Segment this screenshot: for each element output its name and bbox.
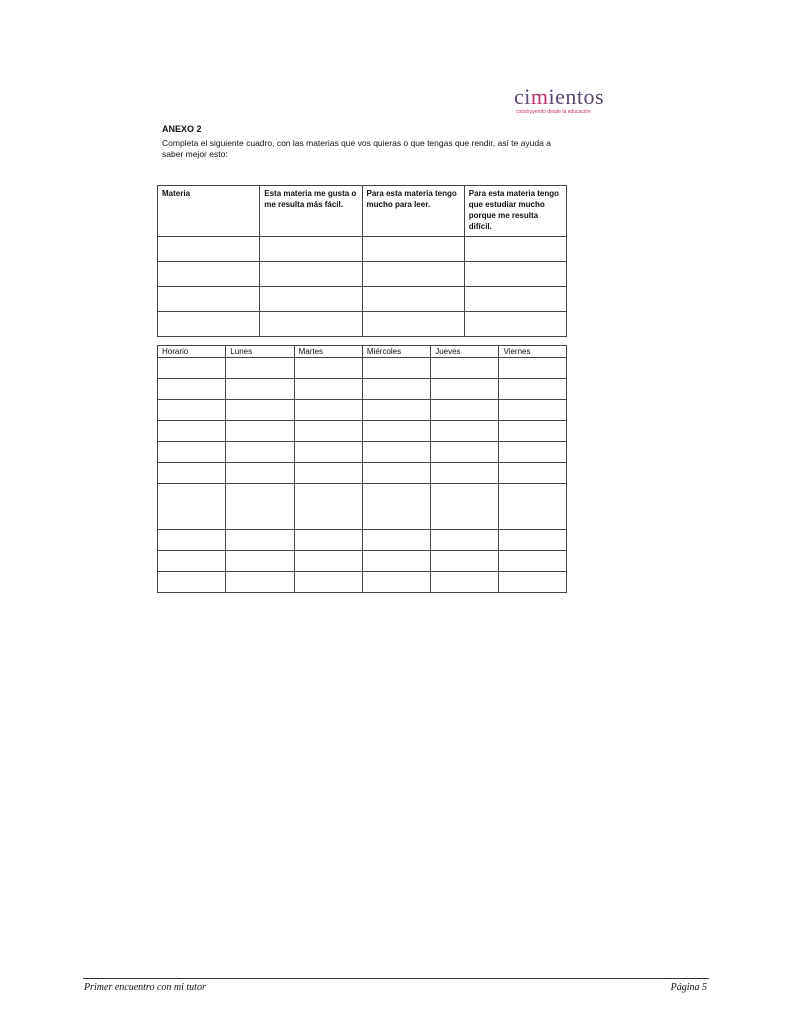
schedule-row <box>158 400 567 421</box>
blank-cell[interactable] <box>362 463 430 484</box>
blank-cell[interactable] <box>362 551 430 572</box>
blank-cell[interactable] <box>226 463 294 484</box>
schedule-header-cell: Martes <box>294 346 362 358</box>
blank-cell[interactable] <box>158 530 226 551</box>
blank-cell[interactable] <box>431 358 499 379</box>
blank-cell[interactable] <box>226 379 294 400</box>
logo-wordmark: cimientos <box>514 84 605 109</box>
schedule-row <box>158 572 567 593</box>
blank-cell[interactable] <box>362 400 430 421</box>
blank-cell[interactable] <box>226 442 294 463</box>
blank-cell[interactable] <box>294 442 362 463</box>
blank-cell[interactable] <box>158 484 226 530</box>
blank-cell[interactable] <box>294 484 362 530</box>
blank-cell[interactable] <box>226 400 294 421</box>
blank-cell[interactable] <box>294 572 362 593</box>
annex-instructions: Completa el siguiente cuadro, con las materias que vos quieras o que tengas que rendir, así te ayuda a saber mejor esto: <box>162 138 551 159</box>
blank-cell[interactable] <box>226 551 294 572</box>
blank-cell[interactable] <box>260 262 362 287</box>
schedule-header-row <box>158 346 567 358</box>
blank-cell[interactable] <box>294 463 362 484</box>
blank-cell[interactable] <box>294 421 362 442</box>
blank-cell[interactable] <box>362 530 430 551</box>
blank-cell[interactable] <box>464 312 566 337</box>
schedule-row <box>158 358 567 379</box>
blank-cell[interactable] <box>499 358 567 379</box>
blank-cell[interactable] <box>260 237 362 262</box>
schedule-row <box>158 421 567 442</box>
footer-page-number: Página 5 <box>670 982 707 993</box>
subjects-row <box>158 262 567 287</box>
blank-cell[interactable] <box>431 379 499 400</box>
subjects-row <box>158 287 567 312</box>
blank-cell[interactable] <box>499 551 567 572</box>
blank-cell[interactable] <box>431 421 499 442</box>
schedule-row <box>158 442 567 463</box>
blank-cell[interactable] <box>158 421 226 442</box>
subjects-header-cell: Para esta materia tengo mucho para leer. <box>362 186 464 237</box>
subjects-header-cell: Materia <box>158 186 260 237</box>
blank-cell[interactable] <box>294 551 362 572</box>
footer-divider <box>83 978 709 979</box>
subjects-row <box>158 312 567 337</box>
subjects-header-cell: Para esta materia tengo que estudiar mucho porque me resulta difícil. <box>464 186 566 237</box>
blank-cell[interactable] <box>260 287 362 312</box>
blank-cell[interactable] <box>294 530 362 551</box>
blank-cell[interactable] <box>226 572 294 593</box>
blank-cell[interactable] <box>499 421 567 442</box>
blank-cell[interactable] <box>362 358 430 379</box>
subjects-header-row <box>158 186 567 237</box>
schedule-row <box>158 379 567 400</box>
blank-cell[interactable] <box>226 421 294 442</box>
blank-cell[interactable] <box>362 312 464 337</box>
blank-cell[interactable] <box>431 530 499 551</box>
schedule-header-cell: Jueves <box>431 346 499 358</box>
blank-cell[interactable] <box>362 484 430 530</box>
blank-cell[interactable] <box>499 442 567 463</box>
blank-cell[interactable] <box>499 463 567 484</box>
blank-cell[interactable] <box>294 400 362 421</box>
blank-cell[interactable] <box>431 484 499 530</box>
blank-cell[interactable] <box>499 400 567 421</box>
schedule-row <box>158 484 567 530</box>
subjects-row <box>158 237 567 262</box>
blank-cell[interactable] <box>158 312 260 337</box>
blank-cell[interactable] <box>431 572 499 593</box>
blank-cell[interactable] <box>226 530 294 551</box>
blank-cell[interactable] <box>431 442 499 463</box>
cimientos-logo <box>514 86 614 118</box>
subjects-table <box>157 185 567 337</box>
blank-cell[interactable] <box>260 312 362 337</box>
schedule-row <box>158 530 567 551</box>
schedule-header-cell: Lunes <box>226 346 294 358</box>
blank-cell[interactable] <box>362 287 464 312</box>
blank-cell[interactable] <box>158 287 260 312</box>
blank-cell[interactable] <box>499 484 567 530</box>
schedule-header-cell: Horario <box>158 346 226 358</box>
schedule-header-cell: Miércoles <box>362 346 430 358</box>
blank-cell[interactable] <box>226 484 294 530</box>
blank-cell[interactable] <box>158 400 226 421</box>
annex-title: ANEXO 2 <box>162 124 202 134</box>
blank-cell[interactable] <box>464 237 566 262</box>
blank-cell[interactable] <box>499 379 567 400</box>
logo-tagline: construyendo desde la educación <box>516 109 591 115</box>
blank-cell[interactable] <box>431 463 499 484</box>
blank-cell[interactable] <box>158 358 226 379</box>
blank-cell[interactable] <box>158 572 226 593</box>
blank-cell[interactable] <box>294 358 362 379</box>
schedule-row <box>158 551 567 572</box>
blank-cell[interactable] <box>158 463 226 484</box>
blank-cell[interactable] <box>362 421 430 442</box>
blank-cell[interactable] <box>226 358 294 379</box>
blank-cell[interactable] <box>464 287 566 312</box>
blank-cell[interactable] <box>362 442 430 463</box>
blank-cell[interactable] <box>158 379 226 400</box>
blank-cell[interactable] <box>362 262 464 287</box>
blank-cell[interactable] <box>362 572 430 593</box>
blank-cell[interactable] <box>431 551 499 572</box>
subjects-header-cell: Esta materia me gusta o me resulta más fácil. <box>260 186 362 237</box>
blank-cell[interactable] <box>158 442 226 463</box>
blank-cell[interactable] <box>362 379 430 400</box>
blank-cell[interactable] <box>158 551 226 572</box>
blank-cell[interactable] <box>158 262 260 287</box>
blank-cell[interactable] <box>499 530 567 551</box>
blank-cell[interactable] <box>294 379 362 400</box>
blank-cell[interactable] <box>499 572 567 593</box>
blank-cell[interactable] <box>362 237 464 262</box>
blank-cell[interactable] <box>431 400 499 421</box>
blank-cell[interactable] <box>464 262 566 287</box>
blank-cell[interactable] <box>158 237 260 262</box>
footer-document-title: Primer encuentro con mi tutor <box>84 982 206 993</box>
schedule-header-cell: Viernes <box>499 346 567 358</box>
schedule-row <box>158 463 567 484</box>
schedule-table <box>157 345 567 593</box>
